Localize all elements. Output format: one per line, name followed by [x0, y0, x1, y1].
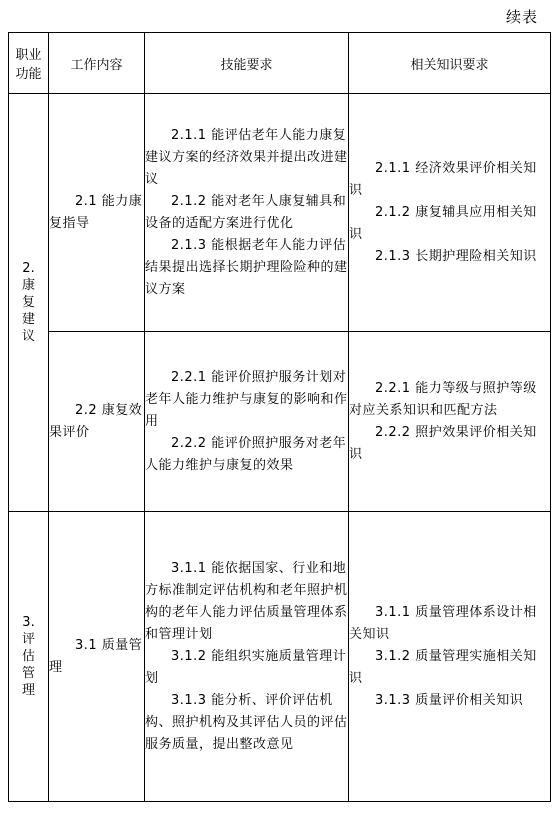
knowledge-item: 2.2.2 照护效果评价相关知识 [349, 424, 537, 462]
content-cell [49, 512, 145, 802]
skills-table [8, 32, 551, 802]
knowledge-item: 2.1.2 康复辅具应用相关知识 [349, 204, 537, 242]
knowledge-item: 3.1.2 质量管理实施相关知识 [349, 648, 537, 686]
table-row [9, 332, 551, 512]
knowledge-cell [349, 94, 551, 332]
knowledge-item: 2.1.3 长期护理险相关知识 [375, 248, 537, 264]
skill-item: 2.2.2 能评价照护服务对老年人能力维护与康复的效果 [145, 435, 347, 473]
function-char: 管 [21, 666, 35, 681]
function-cell-2 [9, 94, 49, 512]
skill-item: 3.1.3 能分析、评价评估机构、照护机构及其评估人员的评估服务质量，提出整改意见 [145, 692, 348, 752]
skill-item: 3.1.1 能依据国家、行业和地方标准制定评估机构和老年照护机构的老年人能力评估质量管理体系和管理计划 [145, 560, 348, 642]
content-cell [49, 94, 145, 332]
skill-item: 2.1.3 能根据老年人能力评估结果提出选择长期护理险险种的建议方案 [145, 237, 348, 297]
content-text: 2.2 康复效果评价 [49, 402, 143, 440]
header-function-line1: 职业 [15, 48, 42, 63]
function-char: 评 [21, 632, 35, 647]
content-text: 2.1 能力康复指导 [49, 193, 143, 231]
function-char: 理 [21, 683, 35, 698]
function-number: 3. [22, 615, 35, 630]
continued-label: 续表 [505, 8, 538, 26]
header-row [9, 33, 551, 94]
knowledge-item: 2.1.1 经济效果评价相关知识 [349, 160, 537, 198]
skill-item: 3.1.2 能组织实施质量管理计划 [145, 648, 347, 686]
skills-cell [145, 94, 349, 332]
function-char: 康 [21, 278, 35, 293]
skills-cell [145, 512, 349, 802]
knowledge-item: 3.1.3 质量评价相关知识 [375, 692, 524, 708]
function-char: 建 [21, 312, 35, 327]
skill-item: 2.1.1 能评估老年人能力康复建议方案的经济效果并提出改进建议 [145, 127, 348, 187]
skill-item: 2.2.1 能评价照护服务计划对老年人能力维护与康复的影响和作用 [145, 369, 348, 429]
table-row [9, 94, 551, 332]
skills-cell [145, 332, 349, 512]
function-cell-3 [9, 512, 49, 802]
content-cell [49, 332, 145, 512]
skill-item: 2.1.2 能对老年人康复辅具和设备的适配方案进行优化 [145, 193, 347, 231]
knowledge-cell [349, 512, 551, 802]
header-content: 工作内容 [49, 33, 145, 94]
function-char: 估 [21, 649, 35, 664]
header-function-line2: 功能 [15, 67, 42, 82]
header-knowledge: 相关知识要求 [349, 33, 551, 94]
header-function [9, 33, 49, 94]
content-text: 3.1 质量管理 [49, 637, 143, 675]
function-number: 2. [22, 261, 35, 276]
function-char: 议 [21, 329, 35, 344]
knowledge-item: 3.1.1 质量管理体系设计相关知识 [349, 604, 537, 642]
header-skills: 技能要求 [145, 33, 349, 94]
knowledge-cell [349, 332, 551, 512]
function-char: 复 [21, 295, 35, 310]
knowledge-item: 2.2.1 能力等级与照护等级对应关系知识和匹配方法 [349, 380, 537, 418]
table-row [9, 512, 551, 802]
